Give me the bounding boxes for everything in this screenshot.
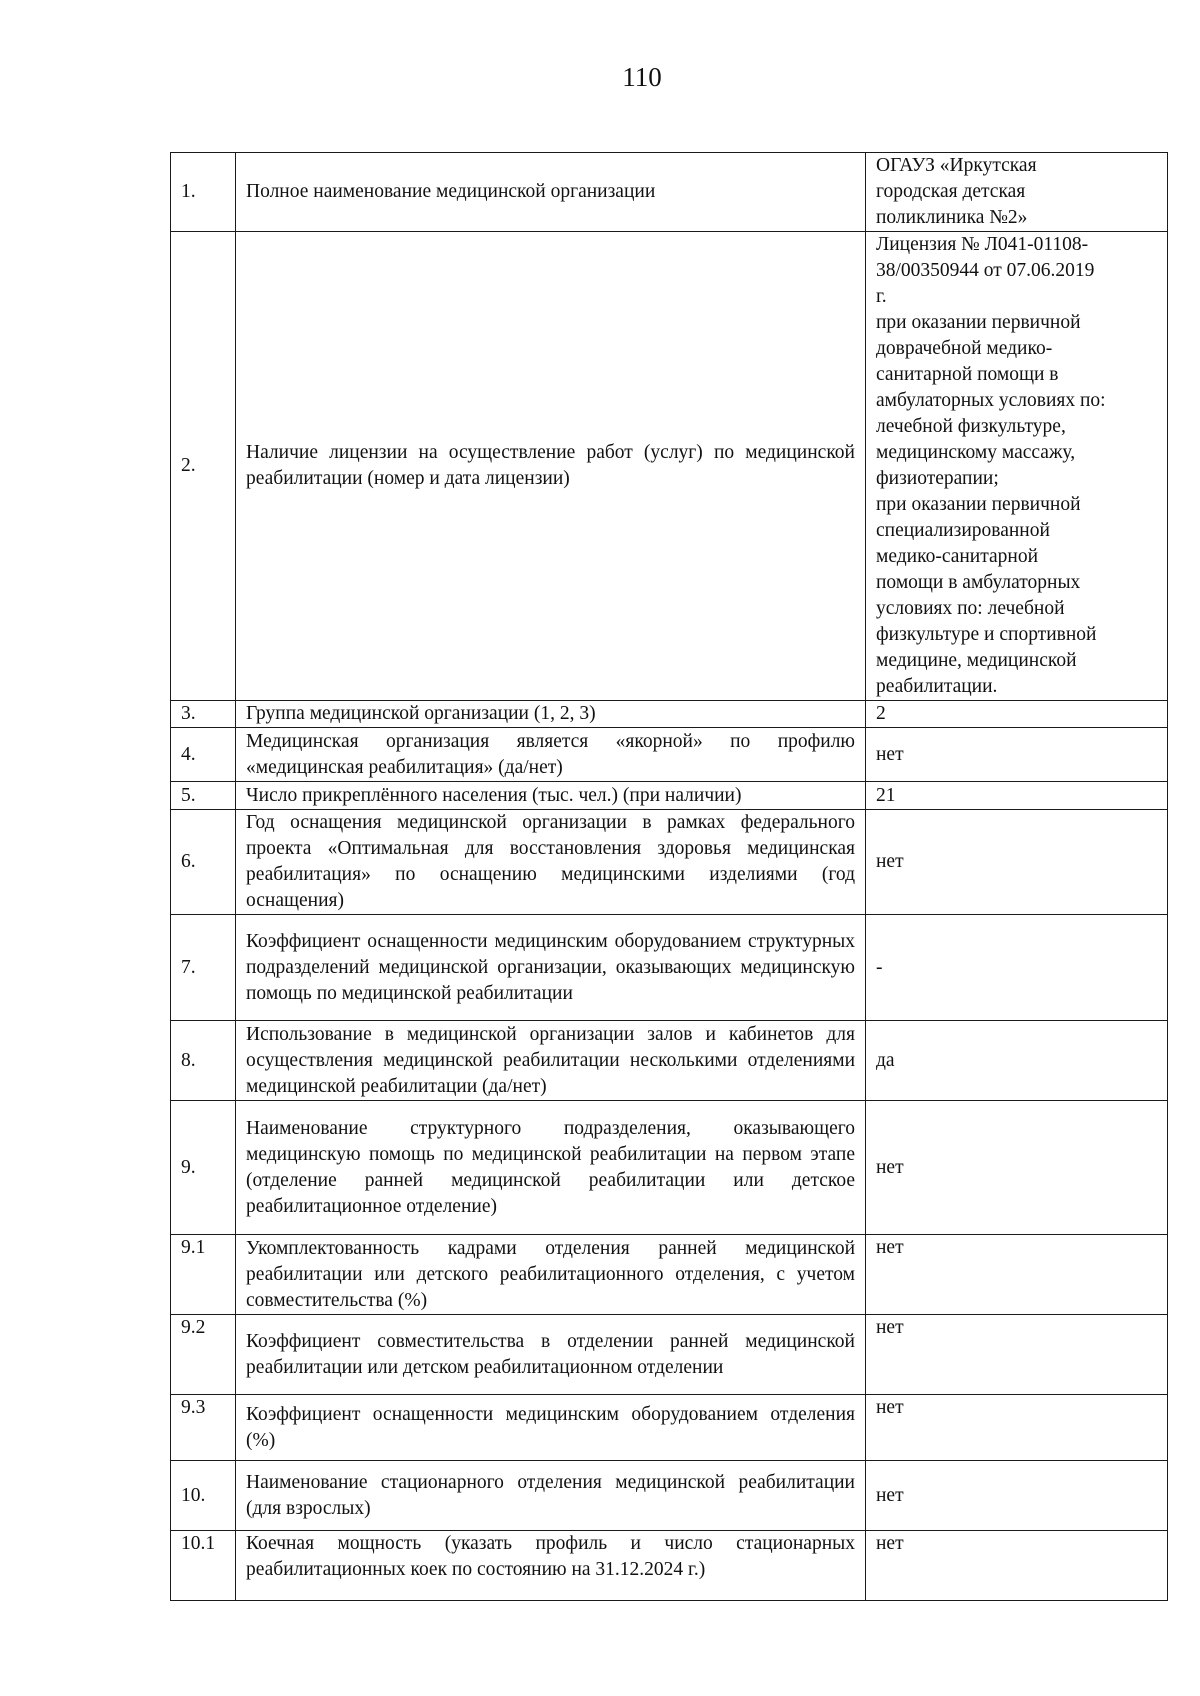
row-value: нет xyxy=(866,1461,1168,1531)
row-description: Укомплектованность кадрами отделения ранней медицинской реабилитации или детского реабилитационного отделения, с учетом совместительства (%) xyxy=(236,1235,866,1315)
table-row xyxy=(171,1235,1168,1315)
row-value: нет xyxy=(866,1101,1168,1235)
row-value: Лицензия № Л041-01108- 38/00350944 от 07.06.2019 г. при оказании первичной доврачебной медико- санитарной помощи в амбулаторных условиях по: лечебной физкультуре, медицинскому массажу, физиотерапии; при оказании первичной специализированной медико-санитарной помощи в амбулаторных условиях по: лечебной физкультуре и спортивной медицине, медицинской реабилитации. xyxy=(866,232,1168,701)
row-number: 6. xyxy=(171,810,236,915)
table-row xyxy=(171,1101,1168,1235)
table-row xyxy=(171,1395,1168,1461)
row-description: Коэффициент оснащенности медицинским оборудованием структурных подразделений медицинской организации, оказывающих медицинскую помощь по медицинской реабилитации xyxy=(236,915,866,1021)
row-value: ОГАУЗ «Иркутская городская детская поликлиника №2» xyxy=(866,153,1168,232)
row-description: Наличие лицензии на осуществление работ (услуг) по медицинской реабилитации (номер и дата лицензии) xyxy=(236,232,866,701)
row-value: - xyxy=(866,915,1168,1021)
row-number: 3. xyxy=(171,701,236,728)
row-value: 21 xyxy=(866,782,1168,810)
row-value: нет xyxy=(866,1531,1168,1601)
row-number: 10. xyxy=(171,1461,236,1531)
row-value: нет xyxy=(866,728,1168,782)
row-value: нет xyxy=(866,810,1168,915)
row-number: 9.1 xyxy=(171,1235,236,1315)
row-number: 7. xyxy=(171,915,236,1021)
table-row xyxy=(171,1461,1168,1531)
row-description: Группа медицинской организации (1, 2, 3) xyxy=(236,701,866,728)
row-description: Коечная мощность (указать профиль и число стационарных реабилитационных коек по состоянию на 31.12.2024 г.) xyxy=(236,1531,866,1601)
row-value: нет xyxy=(866,1315,1168,1395)
row-description: Год оснащения медицинской организации в рамках федерального проекта «Оптимальная для восстановления здоровья медицинская реабилитация» по оснащению медицинскими изделиями (год оснащения) xyxy=(236,810,866,915)
table-row xyxy=(171,1021,1168,1101)
row-number: 8. xyxy=(171,1021,236,1101)
row-number: 4. xyxy=(171,728,236,782)
table-row xyxy=(171,153,1168,232)
table-row xyxy=(171,810,1168,915)
row-description: Наименование стационарного отделения медицинской реабилитации (для взрослых) xyxy=(236,1461,866,1531)
organization-info-table xyxy=(170,152,1168,1601)
table-row xyxy=(171,728,1168,782)
row-description: Число прикреплённого населения (тыс. чел.) (при наличии) xyxy=(236,782,866,810)
row-number: 9. xyxy=(171,1101,236,1235)
row-description: Медицинская организация является «якорной» по профилю «медицинская реабилитация» (да/нет) xyxy=(236,728,866,782)
table-row xyxy=(171,232,1168,701)
row-number: 9.2 xyxy=(171,1315,236,1395)
row-number: 2. xyxy=(171,232,236,701)
row-value: 2 xyxy=(866,701,1168,728)
table-row xyxy=(171,915,1168,1021)
row-description: Коэффициент оснащенности медицинским оборудованием отделения (%) xyxy=(236,1395,866,1461)
row-number: 9.3 xyxy=(171,1395,236,1461)
row-value: да xyxy=(866,1021,1168,1101)
row-description: Использование в медицинской организации залов и кабинетов для осуществления медицинской реабилитации несколькими отделениями медицинской реабилитации (да/нет) xyxy=(236,1021,866,1101)
row-number: 5. xyxy=(171,782,236,810)
table-row xyxy=(171,1315,1168,1395)
table-row xyxy=(171,701,1168,728)
row-number: 1. xyxy=(171,153,236,232)
row-description: Коэффициент совместительства в отделении ранней медицинской реабилитации или детском реабилитационном отделении xyxy=(236,1315,866,1395)
row-description: Полное наименование медицинской организации xyxy=(236,153,866,232)
row-description: Наименование структурного подразделения, оказывающего медицинскую помощь по медицинской реабилитации на первом этапе (отделение ранней медицинской реабилитации или детское реабилитационное отделение) xyxy=(236,1101,866,1235)
table-row xyxy=(171,1531,1168,1601)
page-number: 110 xyxy=(622,62,662,92)
row-number: 10.1 xyxy=(171,1531,236,1601)
table-row xyxy=(171,782,1168,810)
row-value: нет xyxy=(866,1235,1168,1315)
row-value: нет xyxy=(866,1395,1168,1461)
